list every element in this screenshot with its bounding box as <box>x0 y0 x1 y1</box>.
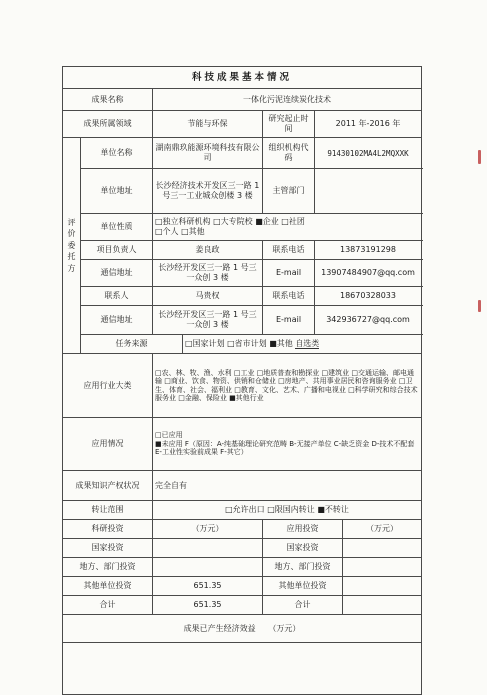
local-investment-value-right <box>343 558 422 577</box>
industry-label: 应用行业大类 <box>63 354 153 418</box>
other-investment-value: 651.35 <box>153 577 263 596</box>
local-investment-value <box>153 558 263 577</box>
phone-value: 13873191298 <box>315 241 422 260</box>
org-code-label: 组织机构代码 <box>263 138 315 169</box>
unit-nature-line2: □个人 □其他 <box>155 227 205 236</box>
project-leader-label: 项目负责人 <box>81 241 153 260</box>
national-investment-value <box>153 539 263 558</box>
field-label: 成果所属领域 <box>63 111 153 138</box>
contact-phone-label: 联系电话 <box>263 287 315 306</box>
economic-benefit-unit: （万元） <box>268 623 301 633</box>
contact-email-label: E-mail <box>263 306 315 335</box>
contact-email-value: 342936727@qq.com <box>315 306 422 335</box>
email-value: 13907484907@qq.com <box>315 260 422 287</box>
industry-options: □农、林、牧、渔、水利 □工业 □地质普查和勘探业 □建筑业 □交通运输、邮电通输 □商业、饮食、物资、供销和仓储业 □房地产、共用事业居民和咨询服务业 □卫生、体育、社会、福利业 □教育、文化、艺术、广播和电视业 □科学研究和综合技术服务业 □金融、保险业 ■其他行业 <box>153 354 422 418</box>
achievement-name-label: 成果名称 <box>63 89 153 111</box>
task-source-checkboxes: □国家计划 □省市计划 ■其他 <box>185 339 293 349</box>
application-label: 应用情况 <box>63 418 153 471</box>
local-investment-label-right: 地方、部门投资 <box>263 558 343 577</box>
total-investment-label-right: 合计 <box>263 596 343 615</box>
red-edge-mark <box>478 150 481 164</box>
unit-address-value: 长沙经济技术开发区三一路 1 号三一工业城众创楼 3 楼 <box>153 169 263 214</box>
task-source-options <box>183 335 422 354</box>
project-leader-value: 姜良政 <box>153 241 263 260</box>
other-investment-value-right <box>343 577 422 596</box>
contact-person-label: 联系人 <box>81 287 153 306</box>
transfer-label: 转让范围 <box>63 501 153 520</box>
achievement-info-table <box>62 66 422 695</box>
national-investment-value-right <box>343 539 422 558</box>
period-value: 2011 年-2016 年 <box>315 111 422 138</box>
application-investment-label: 应用投资 <box>263 520 343 539</box>
application-investment-unit: （万元） <box>343 520 422 539</box>
research-investment-label: 科研投资 <box>63 520 153 539</box>
phone-label: 联系电话 <box>263 241 315 260</box>
unit-name-value: 湖南鼎玖能源环境科技有限公司 <box>153 138 263 169</box>
economic-benefit-label: 成果已产生经济效益 <box>183 623 256 633</box>
unit-nature-options <box>153 214 422 241</box>
mail-address-label: 通信地址 <box>81 260 153 287</box>
application-line2: ■未应用 F（原因：A-纯基础理论研究范畴 B-无接产单位 C-缺乏资金 D-技术不配套 E-工业性实验前成果 F-其它） <box>155 439 415 457</box>
economic-benefit-row <box>63 615 422 643</box>
application-options <box>153 418 422 471</box>
task-source-other-value: 自选类 <box>295 339 320 349</box>
transfer-options: □允许出口 □限国内转让 ■不转让 <box>153 501 422 520</box>
contact-address-label: 通信地址 <box>81 306 153 335</box>
application-line1: □已应用 <box>155 431 183 440</box>
ip-value: 完全自有 <box>153 471 422 501</box>
email-label: E-mail <box>263 260 315 287</box>
contact-phone-value: 18670328033 <box>315 287 422 306</box>
mail-address-value: 长沙经开发区三一路 1 号三一众创 3 楼 <box>153 260 263 287</box>
evaluator-vertical-label <box>63 138 81 354</box>
unit-nature-line1: □独立科研机构 □大专院校 ■企业 □社团 <box>155 217 305 227</box>
period-label: 研究起止时间 <box>263 111 315 138</box>
ip-label: 成果知识产权状况 <box>63 471 153 501</box>
org-code-value: 91430102MA4L2MQXXK <box>315 138 422 169</box>
field-value: 节能与环保 <box>153 111 263 138</box>
total-investment-value-right <box>343 596 422 615</box>
total-investment-label: 合计 <box>63 596 153 615</box>
contact-person-value: 马贵权 <box>153 287 263 306</box>
evaluator-vertical-text: 评 价 委 托 方 <box>67 217 76 273</box>
research-investment-unit: （万元） <box>153 520 263 539</box>
local-investment-label: 地方、部门投资 <box>63 558 153 577</box>
authority-label: 主管部门 <box>263 169 315 214</box>
form-title: 科技成果基本情况 <box>63 67 422 89</box>
authority-value <box>315 169 422 214</box>
national-investment-label-right: 国家投资 <box>263 539 343 558</box>
unit-nature-label: 单位性质 <box>81 214 153 241</box>
national-investment-label: 国家投资 <box>63 539 153 558</box>
achievement-name-value: 一体化污泥连续炭化技术 <box>153 89 422 111</box>
red-edge-mark <box>478 300 481 312</box>
other-investment-label: 其他单位投资 <box>63 577 153 596</box>
total-investment-value: 651.35 <box>153 596 263 615</box>
other-investment-label-right: 其他单位投资 <box>263 577 343 596</box>
unit-name-label: 单位名称 <box>81 138 153 169</box>
unit-address-label: 单位地址 <box>81 169 153 214</box>
blank-footer-cell <box>63 643 422 695</box>
task-source-label: 任务来源 <box>81 335 183 354</box>
contact-address-value: 长沙经开发区三一路 1 号三一众创 3 楼 <box>153 306 263 335</box>
